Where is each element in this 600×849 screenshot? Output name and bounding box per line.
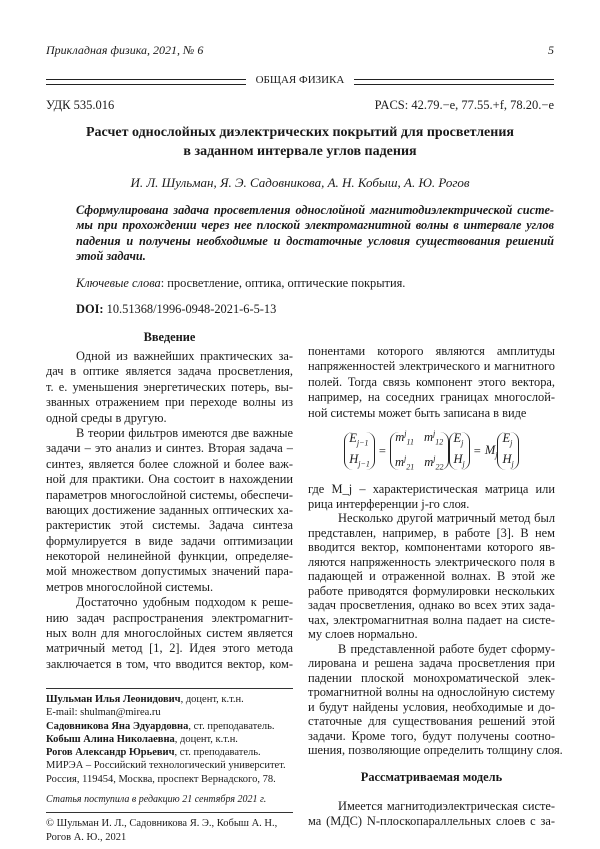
text-line: параметров многослойной системы, обеспечи- bbox=[46, 488, 293, 503]
text-line: задач просветления, однако во всех этих зада- bbox=[308, 598, 555, 613]
text-line: ных волн для многослойных систем является bbox=[46, 626, 293, 641]
text-line: одной среды в другую. bbox=[46, 411, 293, 426]
document-page bbox=[0, 0, 600, 849]
text-line: ма (МДС) N-плоскопараллельных слоев с за- bbox=[308, 814, 555, 829]
received-date: Статья поступила в редакцию 21 сентября 2021 г. bbox=[46, 794, 266, 805]
section-name: ОБЩАЯ ФИЗИКА bbox=[0, 74, 600, 86]
text-line: работе приводятся формулировки нескольких bbox=[308, 584, 555, 599]
text-line: званных отражением при переходе волны из bbox=[46, 395, 293, 410]
section-heading-model: Рассматриваемая модель bbox=[308, 770, 555, 785]
text-line: формулируется в виде задачи оптимизации bbox=[46, 534, 293, 549]
right-column-text-c bbox=[308, 799, 555, 830]
vector-current-2: Ej Hj bbox=[497, 432, 518, 470]
text-line: падении плоской монохроматической элек- bbox=[308, 671, 555, 686]
text-line: лирована и решена задача просветления при bbox=[308, 656, 555, 671]
text-line: статочные для существования решений этой bbox=[308, 714, 555, 729]
text-line: вающих достижение заданных оптических ха- bbox=[46, 503, 293, 518]
text-line: рица интерференции j-го слоя. bbox=[308, 497, 555, 512]
left-column-text bbox=[46, 349, 293, 672]
text-line: рактеристик этой системы. Задача синтеза bbox=[46, 518, 293, 533]
footnote-rule bbox=[46, 688, 293, 689]
text-line: му слоев нормально. bbox=[308, 627, 555, 642]
text-line: задачи – это анализ и синтез. Вторая задача – bbox=[46, 441, 293, 456]
text-line: дач в оптике является задача просветления, bbox=[46, 364, 293, 379]
text-line: понентами которого являются амплитуды bbox=[308, 344, 555, 359]
text-line: напряженностей электрического и магнитного bbox=[308, 359, 555, 374]
text-line: В представленной работе будет сформу- bbox=[308, 642, 555, 657]
text-line: чах, электромагнитная волна падает на систе- bbox=[308, 613, 555, 628]
text-line: вводится вектор, компонентами которого яв- bbox=[308, 540, 555, 555]
matrix-equation: Ej−1 Hj−1 = mj11 mj12 mj21 mj22 Ej Hj = Mj Ej Hj bbox=[308, 432, 555, 470]
vector-current: Ej Hj bbox=[449, 432, 470, 470]
doi: DOI: 10.51368/1996-0948-2021-6-5-13 bbox=[76, 302, 276, 317]
text-line: ной системы может быть записана в виде bbox=[308, 406, 555, 421]
text-line: ляются напряженность электрического поля в bbox=[308, 555, 555, 570]
abstract: Сформулирована задача просветления однослойной магнитодиэлектрической систе- мы при прохождении через нее плоской электромагнитной волны в интервале углов падения и получены необходимые и достаточные условия существования решений этой задачи. bbox=[76, 203, 554, 265]
text-line: тромагнитной волны на однослойную систему bbox=[308, 685, 555, 700]
text-line: т. е. уменьшения энергетических потерь, вы- bbox=[46, 380, 293, 395]
text-line: Имеется магнитодиэлектрическая систе- bbox=[308, 799, 555, 814]
text-line: матричный метод [1, 2]. Идея этого метода bbox=[46, 641, 293, 656]
text-line: нию задач распространения электромагнит- bbox=[46, 611, 293, 626]
text-line: полей. Тогда связь компонент этого вектора, bbox=[308, 375, 555, 390]
text-line: некоторой нелинейной функции, определяе- bbox=[46, 549, 293, 564]
text-line: заключается в том, что вводится вектор, ком- bbox=[46, 657, 293, 672]
text-line: В теории фильтров имеются две важные bbox=[46, 426, 293, 441]
copyright-rule bbox=[46, 812, 293, 813]
right-column-text-b bbox=[308, 482, 555, 758]
section-rule-right bbox=[354, 79, 554, 85]
text-line: падающей и отраженной волнах. В этой же bbox=[308, 569, 555, 584]
text-line: представлен, например, в работе [3]. В нем bbox=[308, 526, 555, 541]
journal-name: Прикладная физика, 2021, № 6 bbox=[46, 43, 203, 58]
right-column-text-a bbox=[308, 344, 555, 421]
author-info: Шульман Илья Леонидович, доцент, к.т.н. E-mail: shulman@mirea.ru Садовникова Яна Эдуардовна, ст. преподаватель. Кобыш Алина Николаевна, доцент, к.т.н. Рогов Александр Юрьевич, ст. преподаватель. МИРЭА – Российский технологический университет. Россия, 119454, Москва, проспект Вернадского, 78. bbox=[46, 693, 296, 786]
text-line: ной для практики. Она состоит в нахождении bbox=[46, 472, 293, 487]
text-line: мой множеством допустимых значений пара- bbox=[46, 564, 293, 579]
vector-prev: Ej−1 Hj−1 bbox=[344, 432, 375, 470]
matrix-m: mj11 mj12 mj21 mj22 bbox=[390, 432, 449, 470]
text-line: метров многослойной системы. bbox=[46, 580, 293, 595]
text-line: задачи. Кроме того, будут получены соотно- bbox=[308, 729, 555, 744]
text-line: например, на соседних границах многослой- bbox=[308, 390, 555, 405]
text-line: Достаточно удобным подходом к реше- bbox=[46, 595, 293, 610]
udk-code: УДК 535.016 bbox=[46, 98, 114, 113]
text-line: шения, позволяющие определить толщину слоя. bbox=[308, 743, 555, 758]
page-number: 5 bbox=[548, 43, 554, 58]
text-line: Одной из важнейших практических за- bbox=[46, 349, 293, 364]
text-line: где M_j – характеристическая матрица или bbox=[308, 482, 555, 497]
text-line: и будут найдены условия, необходимые и до- bbox=[308, 700, 555, 715]
authors: И. Л. Шульман, Я. Э. Садовникова, А. Н. Кобыш, А. Ю. Рогов bbox=[0, 175, 600, 191]
keywords: Ключевые слова: просветление, оптика, оптические покрытия. bbox=[76, 276, 405, 291]
article-title: Расчет однослойных диэлектрических покрытий для просветления в заданном интервале углов падения bbox=[0, 123, 600, 161]
text-line: синтез, является более сложной и более важ- bbox=[46, 457, 293, 472]
copyright: © Шульман И. Л., Садовникова Я. Э., Кобыш А. Н., Рогов А. Ю., 2021 bbox=[46, 817, 277, 845]
pacs-codes: PACS: 42.79.−e, 77.55.+f, 78.20.−e bbox=[375, 98, 554, 113]
text-line: Несколько другой матричный метод был bbox=[308, 511, 555, 526]
section-heading-introduction: Введение bbox=[46, 330, 293, 345]
